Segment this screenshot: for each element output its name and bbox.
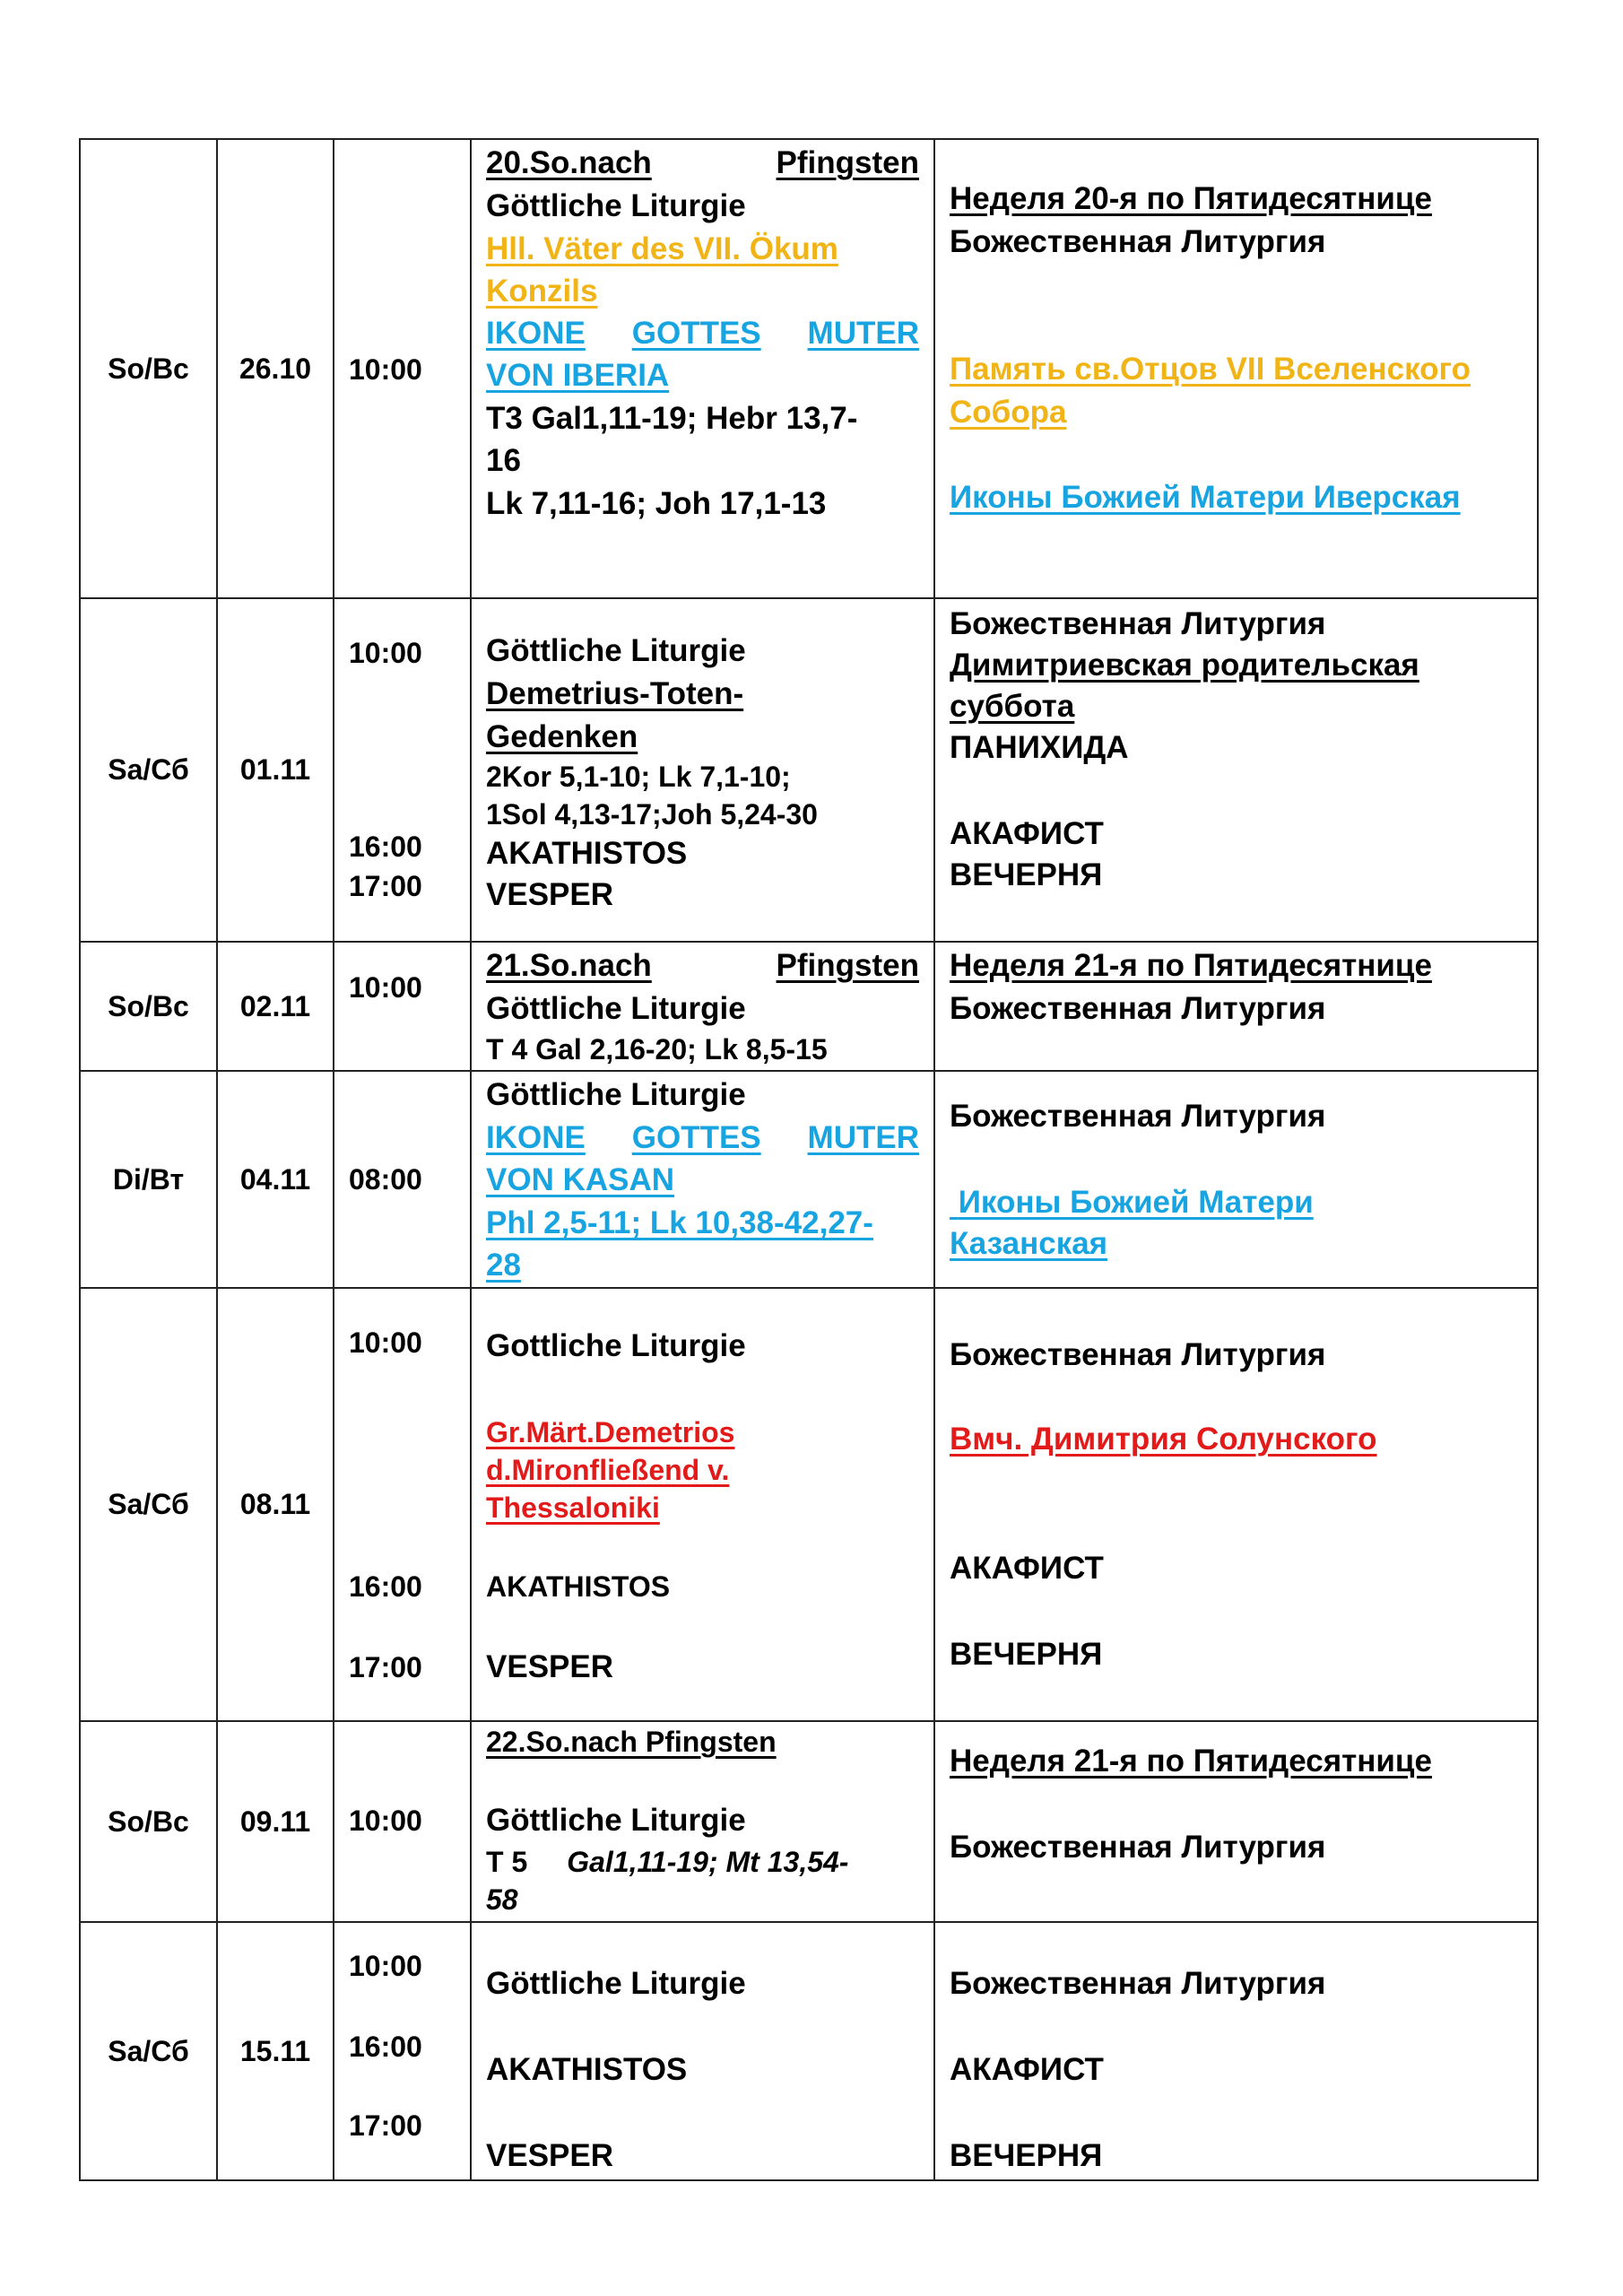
feast-title-de: 20.So.nach Pfingsten: [486, 145, 919, 180]
service-name-ru: Божественная Литургия: [950, 1099, 1326, 1134]
russian-cell: [934, 1721, 1538, 1922]
date-cell: [217, 1288, 334, 1721]
day-label: Sa/Сб: [108, 1488, 189, 1520]
time-label: 08:00: [349, 1163, 422, 1196]
date-cell: [217, 1721, 334, 1922]
german-cell: [471, 1071, 934, 1288]
service-name-de: AKATHISTOS: [486, 2052, 688, 2087]
schedule-row: [80, 1071, 1538, 1288]
date-cell: [217, 1922, 334, 2180]
russian-cell: [934, 1922, 1538, 2180]
commemoration-ru: Вмч. Димитрия Солунского: [950, 1422, 1377, 1457]
russian-cell: [934, 1071, 1538, 1288]
date-label: 04.11: [239, 1162, 311, 1196]
readings-de: 58: [486, 1883, 518, 1916]
commemoration-de: Hll. Väter des VII. Ökum: [486, 231, 838, 266]
time-cell: [334, 1071, 471, 1288]
icon-feast-ru: Иконы Божией Матери Иверская: [950, 480, 1461, 515]
russian-cell: [934, 942, 1538, 1071]
service-name-ru: ВЕЧЕРНЯ: [950, 857, 1103, 892]
service-name-ru: АКАФИСТ: [950, 816, 1104, 851]
service-name-de: Göttliche Liturgie: [486, 991, 746, 1026]
german-cell: [471, 1288, 934, 1721]
service-name-ru: Божественная Литургия: [950, 991, 1326, 1026]
commemoration-de: Thessaloniki: [486, 1492, 660, 1524]
service-name-de: VESPER: [486, 2138, 613, 2173]
time-cell: [334, 942, 471, 1071]
commemoration-ru: суббота: [950, 689, 1075, 724]
time-label: 17:00: [349, 2109, 422, 2142]
service-name-ru: АКАФИСТ: [950, 2052, 1104, 2087]
readings-de: 1Sol 4,13-17;Joh 5,24-30: [486, 798, 818, 831]
service-name-ru: ВЕЧЕРНЯ: [950, 2138, 1103, 2173]
service-name-ru: ПАНИХИДА: [950, 730, 1129, 765]
day-cell: [80, 1922, 217, 2180]
icon-feast-de: IKONE GOTTES MUTER: [486, 1120, 919, 1155]
time-cell: [334, 139, 471, 598]
service-name-de: Göttliche Liturgie: [486, 1966, 746, 2001]
time-label: 17:00: [349, 1651, 422, 1683]
icon-feast-de: VON IBERIA: [486, 358, 670, 393]
commemoration-de: Gr.Märt.Demetrios: [486, 1416, 735, 1448]
day-label: So/Вс: [108, 1805, 189, 1838]
service-name-de: Göttliche Liturgie: [486, 188, 746, 223]
date-cell: [217, 1071, 334, 1288]
date-label: 15.11: [239, 2034, 311, 2067]
schedule-row: [80, 598, 1538, 942]
time-label: 10:00: [349, 1950, 422, 1982]
feast-title-de: 22.So.nach Pfingsten: [486, 1726, 777, 1758]
time-label: 10:00: [349, 353, 422, 386]
time-label: 10:00: [349, 971, 422, 1004]
icon-feast-de: VON KASAN: [486, 1162, 675, 1197]
schedule-row: [80, 1922, 1538, 2180]
time-label: 16:00: [349, 1570, 422, 1603]
date-label: 01.11: [239, 753, 311, 786]
schedule-row: [80, 1288, 1538, 1721]
time-label: 16:00: [349, 831, 422, 863]
commemoration-de: Konzils: [486, 274, 598, 309]
german-cell: [471, 1721, 934, 1922]
time-label: 10:00: [349, 637, 422, 669]
day-label: So/Вс: [108, 352, 189, 385]
date-label: 02.11: [239, 989, 311, 1022]
icon-feast-de: IKONE GOTTES MUTER: [486, 316, 919, 351]
feast-title-ru: Неделя 20-я по Пятидесятнице: [950, 181, 1432, 216]
readings-de: T 5 Gal1,11-19; Mt 13,54-: [486, 1846, 849, 1878]
service-name-de: VESPER: [486, 1649, 613, 1684]
schedule-table: [79, 138, 1539, 2181]
service-name-ru: Божественная Литургия: [950, 606, 1326, 641]
time-cell: [334, 1288, 471, 1721]
day-cell: [80, 598, 217, 942]
commemoration-de: d.Mironfließend v.: [486, 1454, 730, 1486]
time-label: 10:00: [349, 1805, 422, 1837]
readings-de: Lk 7,11-16; Joh 17,1-13: [486, 486, 827, 521]
russian-cell: [934, 598, 1538, 942]
service-name-de: AKATHISTOS: [486, 836, 688, 871]
schedule-row: [80, 942, 1538, 1071]
german-cell: [471, 139, 934, 598]
day-label: Sa/Сб: [108, 2034, 189, 2067]
icon-feast-ru: Иконы Божией Матери: [958, 1185, 1314, 1220]
service-name-ru: Божественная Литургия: [950, 1830, 1326, 1865]
service-name-ru: АКАФИСТ: [950, 1551, 1104, 1586]
commemoration-de: Demetrius-Toten-: [486, 676, 744, 711]
date-label: 26.10: [239, 352, 312, 385]
schedule-row: [80, 1721, 1538, 1922]
commemoration-ru: Димитриевская родительская: [950, 648, 1419, 683]
date-cell: [217, 598, 334, 942]
time-cell: [334, 598, 471, 942]
service-name-de: Göttliche Liturgie: [486, 1803, 746, 1838]
feast-title-ru: Неделя 21-я по Пятидесятнице: [950, 948, 1432, 983]
service-name-ru: Божественная Литургия: [950, 224, 1326, 259]
service-name-ru: Божественная Литургия: [950, 1966, 1326, 2001]
service-name-de: VESPER: [486, 877, 613, 912]
russian-cell: [934, 139, 1538, 598]
russian-cell: [934, 1288, 1538, 1721]
readings-de: Phl 2,5-11; Lk 10,38-42,27-: [486, 1205, 873, 1240]
readings-de: 28: [486, 1248, 521, 1283]
service-name-ru: ВЕЧЕРНЯ: [950, 1637, 1103, 1672]
readings-de: T3 Gal1,11-19; Hebr 13,7-: [486, 401, 858, 436]
time-cell: [334, 1922, 471, 2180]
day-cell: [80, 1071, 217, 1288]
readings-de: 16: [486, 443, 521, 478]
readings-de: 2Kor 5,1-10; Lk 7,1-10;: [486, 761, 791, 793]
readings-de: T 4 Gal 2,16-20; Lk 8,5-15: [486, 1033, 828, 1065]
day-cell: [80, 1721, 217, 1922]
day-cell: [80, 139, 217, 598]
time-label: 16:00: [349, 2031, 422, 2063]
time-label: 17:00: [349, 870, 422, 902]
service-name-de: AKATHISTOS: [486, 1570, 671, 1603]
feast-title-ru: Неделя 21-я по Пятидесятнице: [950, 1744, 1432, 1779]
date-label: 09.11: [239, 1805, 311, 1838]
feast-title-de: 21.So.nach Pfingsten: [486, 948, 919, 983]
commemoration-ru: Память св.Отцов VII Вселенского: [950, 352, 1471, 387]
date-label: 08.11: [239, 1488, 311, 1520]
service-name-de: Göttliche Liturgie: [486, 1077, 746, 1112]
day-label: Di/Вт: [112, 1162, 185, 1196]
day-label: So/Вс: [108, 989, 189, 1022]
icon-feast-ru: Казанская: [950, 1226, 1108, 1261]
day-cell: [80, 942, 217, 1071]
commemoration-de: Gedenken: [486, 719, 638, 754]
service-name-ru: Божественная Литургия: [950, 1337, 1326, 1372]
day-cell: [80, 1288, 217, 1721]
service-name-de: Göttliche Liturgie: [486, 633, 746, 668]
commemoration-ru: Собора: [950, 395, 1067, 430]
time-cell: [334, 1721, 471, 1922]
day-label: Sa/Сб: [108, 753, 189, 786]
service-name-de: Gottliche Liturgie: [486, 1328, 746, 1363]
date-cell: [217, 942, 334, 1071]
schedule-row: [80, 139, 1538, 598]
time-label: 10:00: [349, 1326, 422, 1359]
german-cell: [471, 942, 934, 1071]
german-cell: [471, 598, 934, 942]
german-cell: [471, 1922, 934, 2180]
date-cell: [217, 139, 334, 598]
